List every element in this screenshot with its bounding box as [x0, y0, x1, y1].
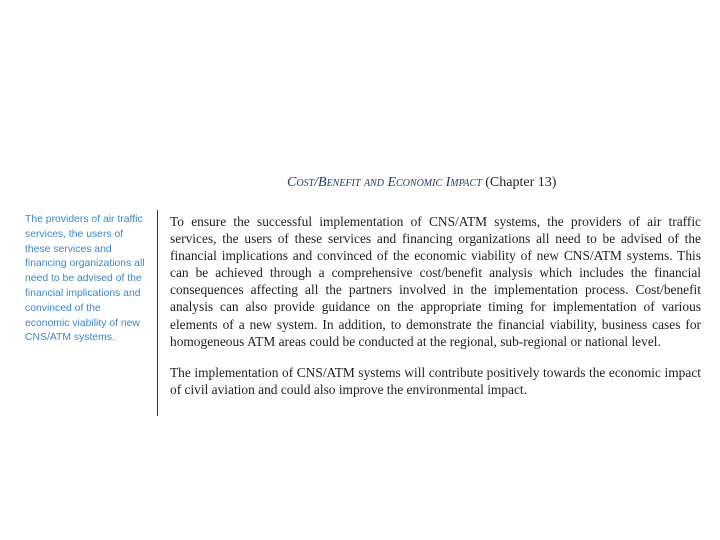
body-paragraph-1: To ensure the successful implementation of CNS/ATM systems, the providers of air traffic services, the users of these services and financing organizations all need to be advised of the financial implications and convinced of the economic viability of new CNS/ATM systems. This can be achieved through a comprehensive cost/benefit analysis which includes the financial consequences affecting all the partners involved in the implementation process. Cost/benefit analysis can also provide guidance on the appropriate timing for implementation of various elements of a new system. In addition, to demonstrate the financial viability, business cases for homogeneous ATM areas could be conducted at the regional, sub-regional or national level. — [170, 214, 701, 349]
body-paragraph-2: The implementation of CNS/ATM systems will contribute positively towards the economic impact of civil aviation and could also improve the environmental impact. — [170, 364, 701, 397]
column-divider — [157, 210, 158, 416]
section-title: Cost/Benefit and Economic Impact — [287, 175, 482, 190]
section-heading — [287, 174, 617, 192]
margin-note: The providers of air traffic services, the users of these services and financing organizations all need to be advised of the financial implications and convinced of the economic viability of new CNS/ATM systems. — [25, 214, 145, 344]
chapter-reference: (Chapter 13) — [485, 175, 557, 190]
body-text — [170, 213, 701, 412]
